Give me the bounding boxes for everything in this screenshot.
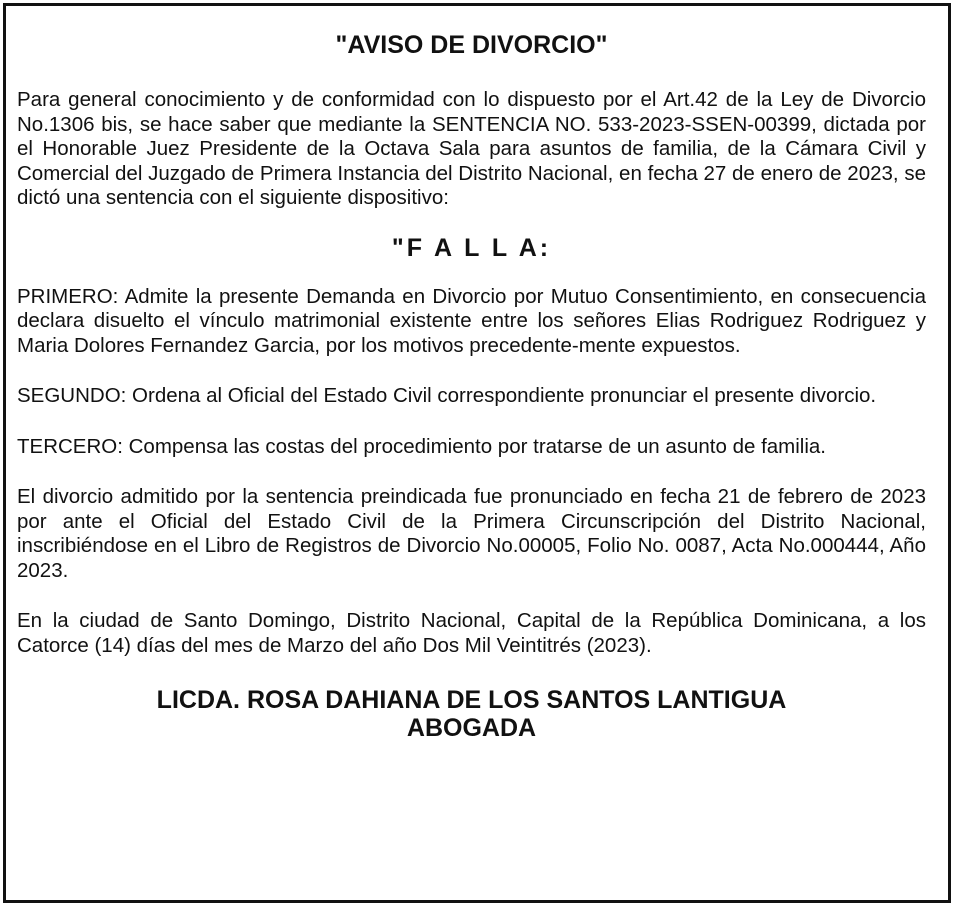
notice-title: "AVISO DE DIVORCIO": [335, 31, 608, 59]
falla-heading: "F A L L A:: [391, 233, 552, 262]
closing-paragraph: En la ciudad de Santo Domingo, Distrito Nacional, Capital de la República Dominicana, a los Catorce (14) días del mes de Marzo del año Dos Mil Veintitrés (2023).: [17, 609, 926, 657]
primero-paragraph: PRIMERO: Admite la presente Demanda en Divorcio por Mutuo Consentimiento, en consecuencia declara disuelto el vínculo matrimonial existente entre los señores Elias Rodriguez Rodriguez y Maria Dolores Fernandez Garcia, por los motivos precedente-mente expuestos.: [17, 284, 926, 357]
segundo-paragraph: SEGUNDO: Ordena al Oficial del Estado Civil correspondiente pronunciar el presente divorcio.: [17, 384, 877, 407]
notice-content: [17, 30, 926, 742]
intro-paragraph: Para general conocimiento y de conformidad con lo dispuesto por el Art.42 de la Ley de Divorcio No.1306 bis, se hace saber que mediante la SENTENCIA NO. 533-2023-SSEN-00399, dictada por el Honorable Juez Presidente de la Octava Sala para asuntos de familia, de la Cámara Civil y Comercial del Juzgado de Primera Instancia del Distrito Nacional, en fecha 27 de enero de 2023, se dictó una sentencia con el siguiente dispositivo:: [17, 88, 926, 209]
signature-block: [17, 686, 926, 742]
signature-title: ABOGADA: [406, 714, 537, 742]
pronouncement-paragraph: El divorcio admitido por la sentencia preindicada fue pronunciado en fecha 21 de febrero de 2023 por ante el Oficial del Estado Civil de la Primera Circunscripción del Distrito Nacional, inscribiéndose en el Libro de Registros de Divorcio No.00005, Folio No. 0087, Acta No.000444, Año 2023.: [17, 485, 926, 582]
tercero-paragraph: TERCERO: Compensa las costas del procedimiento por tratarse de un asunto de familia.: [17, 434, 826, 458]
signature-name: LICDA. ROSA DAHIANA DE LOS SANTOS LANTIGUA: [156, 686, 787, 714]
